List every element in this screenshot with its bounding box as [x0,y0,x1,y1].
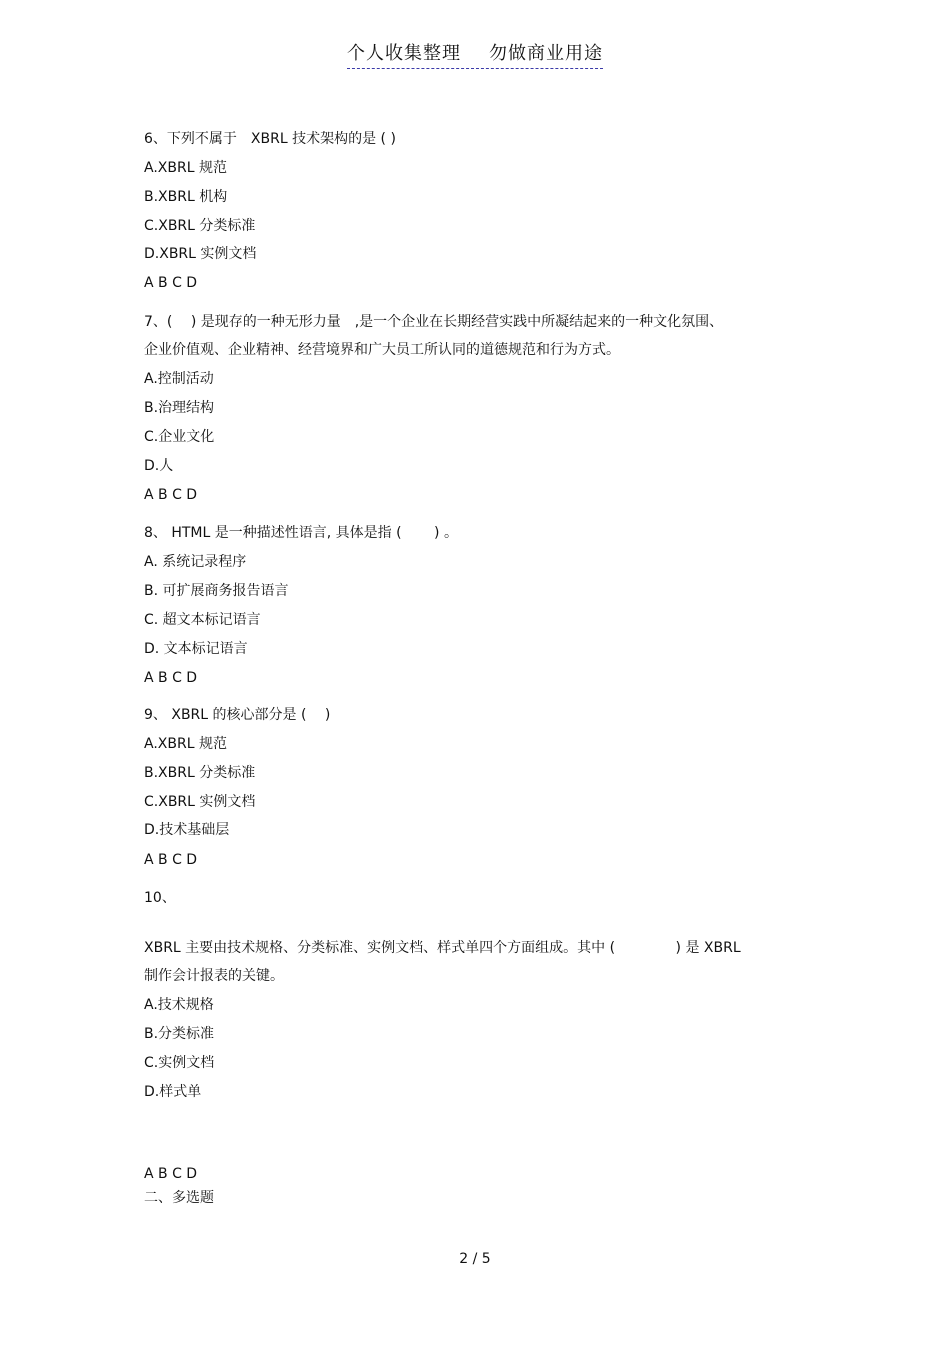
question-7-option-a: A.控制活动 [144,371,214,387]
page-header [0,39,950,69]
question-6-stem: 6、下列不属于 XBRL 技术架构的是 ( ) [144,131,396,147]
question-8-answer: A B C D [144,670,198,686]
question-9-answer: A B C D [144,852,198,868]
question-9-option-c: C.XBRL 实例文档 [144,794,256,810]
header-watermark-text [347,39,603,69]
question-7-stem-line-2: 企业价值观、企业精神、经营境界和广大员工所认同的道德规范和行为方式。 [144,342,620,358]
question-7-option-b: B.治理结构 [144,400,215,416]
question-8-option-d: D. 文本标记语言 [144,641,248,657]
question-8-option-a: A. 系统记录程序 [144,554,247,570]
question-10-answer: A B C D [144,1166,198,1182]
question-6-option-a: A.XBRL 规范 [144,160,227,176]
header-left-text: 个人收集整理 [347,43,461,64]
question-10-option-b: B.分类标准 [144,1026,215,1042]
question-7-option-c: C.企业文化 [144,429,215,445]
question-10-option-a: A.技术规格 [144,997,214,1013]
question-6-option-d: D.XBRL 实例文档 [144,246,257,262]
question-6-answer: A B C D [144,275,198,291]
question-7-answer: A B C D [144,487,198,503]
question-10-stem-line-1: XBRL 主要由技术规格、分类标准、实例文档、样式单四个方面组成。其中 ( ) 是 XBRL [144,940,741,956]
page-number: 2 / 5 [459,1251,491,1267]
question-8-option-b: B. 可扩展商务报告语言 [144,583,289,599]
question-7-option-d: D.人 [144,458,174,474]
question-7-stem-line-1: 7、( ) 是现存的一种无形力量 ,是一个企业在长期经营实践中所凝结起来的一种文化氛围、 [144,314,724,330]
question-9-option-b: B.XBRL 分类标准 [144,765,256,781]
question-8-option-c: C. 超文本标记语言 [144,612,261,628]
section-heading-multiple-choice: 二、多选题 [144,1190,214,1206]
question-6-option-b: B.XBRL 机构 [144,189,228,205]
question-9-option-d: D.技术基础层 [144,822,230,838]
question-6-option-c: C.XBRL 分类标准 [144,218,256,234]
question-9-stem: 9、 XBRL 的核心部分是 ( ) [144,707,331,723]
question-8-stem: 8、 HTML 是一种描述性语言, 具体是指 ( ) 。 [144,525,458,541]
question-9-option-a: A.XBRL 规范 [144,736,227,752]
question-10-option-d: D.样式单 [144,1084,202,1100]
header-right-text: 勿做商业用途 [489,43,603,64]
question-10-stem-line-2: 制作会计报表的关键。 [144,968,284,984]
question-10-option-c: C.实例文档 [144,1055,215,1071]
question-10-number: 10、 [144,890,176,906]
